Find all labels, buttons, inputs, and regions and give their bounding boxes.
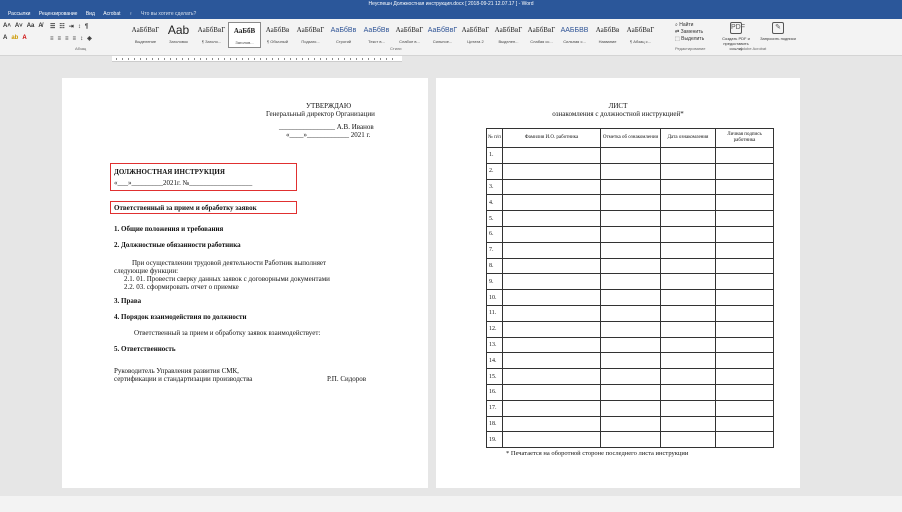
- table-cell: [601, 432, 661, 448]
- table-cell: [716, 274, 774, 290]
- ruler-tick: [374, 58, 375, 60]
- footer-line-2: сертификации и стандартизации производства: [114, 375, 253, 383]
- table-cell: [661, 274, 716, 290]
- window-title: Неуспешн Должностная инструкция.docx [ 2018-09-21 12.07.17 ] - Word: [368, 1, 534, 7]
- table-cell: [661, 242, 716, 258]
- table-row: [487, 400, 774, 416]
- style-item[interactable]: [195, 22, 228, 48]
- table-row: [487, 337, 774, 353]
- numbering-icon[interactable]: ☷: [59, 24, 65, 30]
- ruler-tick: [200, 58, 201, 60]
- replace-label: Заменить: [680, 29, 704, 35]
- style-name: Слабая сс...: [530, 39, 553, 44]
- section-1: 1. Общие положения и требования: [114, 225, 224, 233]
- style-preview: АаБбВвГ: [527, 26, 556, 34]
- style-preview: АаБбВвГ: [427, 27, 458, 34]
- ruler-tick: [230, 58, 231, 60]
- table-cell: [661, 148, 716, 164]
- tell-me-label: Что вы хотите сделать?: [141, 11, 197, 17]
- table-row: [487, 353, 774, 369]
- select-button[interactable]: [675, 36, 704, 43]
- align-right-icon[interactable]: ≡: [65, 36, 69, 42]
- menu-mailings[interactable]: Рассылки: [8, 11, 31, 17]
- style-name: Сильная с...: [563, 39, 586, 44]
- ruler-tick: [134, 58, 135, 60]
- table-row: [487, 148, 774, 164]
- sheet-title: ЛИСТ: [608, 102, 628, 110]
- table-cell: [503, 400, 601, 416]
- style-preview: АаБбВвГ: [395, 26, 424, 34]
- table-row: [487, 163, 774, 179]
- table-cell: [716, 400, 774, 416]
- table-cell: [503, 258, 601, 274]
- table-cell: [601, 290, 661, 306]
- table-cell: [661, 337, 716, 353]
- shading-icon[interactable]: ◈: [87, 36, 92, 42]
- indent-icon[interactable]: ⇥: [68, 24, 74, 30]
- ruler-tick: [332, 58, 333, 60]
- group-label-paragraph: Абзац: [75, 46, 87, 51]
- search-icon: ⌕: [675, 22, 678, 28]
- request-signatures-label: Запросить подписи: [760, 36, 796, 41]
- row-number: 9.: [487, 274, 503, 290]
- row-number: 17.: [487, 400, 503, 416]
- row-number: 8.: [487, 258, 503, 274]
- table-cell: [716, 258, 774, 274]
- header-name: Фамилия И.О. работника: [503, 129, 601, 148]
- sheet-footnote: * Печатается на оборотной стороне последнего листа инструкции: [506, 450, 689, 457]
- style-name: Название: [598, 39, 617, 44]
- style-preview: АаБбВ: [233, 27, 256, 35]
- style-item[interactable]: [624, 22, 657, 48]
- ruler-tick: [176, 58, 177, 60]
- style-item[interactable]: [459, 22, 492, 48]
- style-item[interactable]: [393, 22, 426, 48]
- line-spacing-icon[interactable]: ↕: [80, 36, 84, 42]
- sheet-subtitle: ознакомления с должностной инструкцией*: [552, 110, 684, 118]
- ruler-tick: [248, 58, 249, 60]
- table-row: [487, 226, 774, 242]
- table-cell: [661, 400, 716, 416]
- style-item[interactable]: [228, 22, 261, 48]
- style-item[interactable]: [591, 22, 624, 48]
- style-item[interactable]: [129, 22, 162, 48]
- style-preview: ААББВВ: [560, 27, 589, 34]
- ruler-tick: [296, 58, 297, 60]
- ruler-tick: [284, 58, 285, 60]
- ruler-tick: [272, 58, 273, 60]
- table-cell: [716, 211, 774, 227]
- menu-view[interactable]: Вид: [85, 11, 95, 17]
- style-item[interactable]: [261, 22, 294, 48]
- font-shrink-icon[interactable]: A˅: [14, 23, 23, 29]
- table-cell: [601, 163, 661, 179]
- table-cell: [716, 148, 774, 164]
- ruler-tick: [350, 58, 351, 60]
- table-cell: [601, 400, 661, 416]
- ruler-tick: [356, 58, 357, 60]
- row-number: 6.: [487, 226, 503, 242]
- ruler-tick: [290, 58, 291, 60]
- menu-review[interactable]: Рецензирование: [38, 11, 78, 17]
- table-row: [487, 290, 774, 306]
- table-cell: [601, 148, 661, 164]
- style-item[interactable]: [558, 22, 591, 48]
- style-name: ¶ Обычный: [267, 39, 288, 44]
- styles-gallery: [129, 22, 657, 48]
- ruler-tick: [158, 58, 159, 60]
- table-row: [487, 416, 774, 432]
- table-row: [487, 211, 774, 227]
- table-cell: [716, 179, 774, 195]
- style-preview: АаБбВвГ: [494, 26, 523, 34]
- style-name: Сильное...: [432, 39, 453, 44]
- duty-item-1: 2.1. 01. Провести сверку данных заявок с договорными документами: [124, 275, 330, 283]
- ruler-tick: [392, 58, 393, 60]
- ruler-tick: [182, 58, 183, 60]
- table-cell: [503, 179, 601, 195]
- ruler-tick: [344, 58, 345, 60]
- table-cell: [716, 337, 774, 353]
- table-cell: [601, 384, 661, 400]
- request-signatures-button[interactable]: [760, 22, 796, 41]
- font-color-controls: [3, 35, 31, 41]
- ruler-tick: [326, 58, 327, 60]
- ruler-tick: [260, 58, 261, 60]
- style-name: Выделен...: [498, 39, 519, 44]
- align-left-icon[interactable]: ≡: [50, 36, 54, 42]
- ruler-tick: [122, 58, 123, 60]
- acknowledgement-table: [486, 128, 774, 448]
- paragraph-controls: [50, 23, 92, 30]
- lightbulb-icon: ♀: [128, 11, 133, 17]
- page-acknowledgement-sheet: [436, 78, 800, 488]
- align-controls: [50, 35, 96, 42]
- table-row: [487, 179, 774, 195]
- table-cell: [601, 337, 661, 353]
- replace-button[interactable]: [675, 29, 704, 36]
- duties-intro: При осуществлении трудовой деятельности Работник выполняет: [132, 259, 327, 267]
- style-preview: АаБбВвГ: [461, 26, 490, 34]
- table-cell: [716, 369, 774, 385]
- table-row: [487, 258, 774, 274]
- ruler-tick: [188, 58, 189, 60]
- style-preview: Aab: [167, 23, 190, 37]
- row-number: 11.: [487, 305, 503, 321]
- table-cell: [661, 384, 716, 400]
- row-number: 3.: [487, 179, 503, 195]
- table-cell: [503, 321, 601, 337]
- table-cell: [503, 195, 601, 211]
- page-job-description: [62, 78, 428, 488]
- ruler-tick: [206, 58, 207, 60]
- ruler-tick: [116, 58, 117, 60]
- style-preview: АаБбВвГ: [296, 26, 325, 34]
- director-line: Генеральный директор Организации: [266, 110, 375, 118]
- table-cell: [503, 290, 601, 306]
- director-signature: ________________ А.В. Иванов: [279, 123, 374, 131]
- bullets-icon[interactable]: ☰: [50, 24, 56, 30]
- table-cell: [601, 242, 661, 258]
- style-name: Заголов...: [235, 40, 254, 45]
- table-cell: [661, 163, 716, 179]
- pdf-icon: PDF: [730, 22, 742, 34]
- ruler-tick: [146, 58, 147, 60]
- style-item[interactable]: [360, 22, 393, 48]
- style-item[interactable]: [327, 22, 360, 48]
- align-center-icon[interactable]: ≡: [57, 36, 62, 42]
- signature-icon: ✎: [772, 22, 784, 34]
- table-cell: [503, 416, 601, 432]
- ruler-tick: [170, 58, 171, 60]
- ribbon: [0, 19, 902, 56]
- section-5: 5. Ответственность: [114, 345, 176, 353]
- highlight-icon[interactable]: ab: [11, 35, 19, 41]
- ruler-tick: [314, 58, 315, 60]
- text-effects-icon[interactable]: A: [3, 35, 8, 41]
- replace-icon: ⇄: [675, 29, 680, 35]
- ruler-tick: [278, 58, 279, 60]
- table-row: [487, 305, 774, 321]
- table-cell: [661, 321, 716, 337]
- style-name: ¶ Абзац с...: [630, 39, 651, 44]
- table-cell: [503, 337, 601, 353]
- ruler-tick: [128, 58, 129, 60]
- table-row: [487, 321, 774, 337]
- ruler-tick: [224, 58, 225, 60]
- ruler-tick: [254, 58, 255, 60]
- style-preview: АаБбВвГ: [197, 26, 226, 34]
- table-cell: [503, 163, 601, 179]
- table-cell: [601, 321, 661, 337]
- table-cell: [503, 369, 601, 385]
- table-cell: [503, 384, 601, 400]
- row-number: 1.: [487, 148, 503, 164]
- style-preview: АаБбВвГ: [131, 26, 160, 34]
- table-cell: [601, 211, 661, 227]
- ruler-tick: [386, 58, 387, 60]
- table-cell: [716, 321, 774, 337]
- header-mark: Отметка об ознакомлении: [601, 129, 661, 148]
- find-label: Найти: [679, 22, 694, 28]
- header-date: Дата ознакомления: [661, 129, 716, 148]
- title-bar: [0, 0, 902, 9]
- style-item[interactable]: [162, 22, 195, 48]
- sort-icon[interactable]: ↕: [77, 24, 81, 30]
- select-icon: ⬚: [675, 36, 680, 42]
- style-name: Слабое в...: [399, 39, 420, 44]
- font-color-icon[interactable]: A: [22, 35, 27, 41]
- table-cell: [601, 305, 661, 321]
- ruler-tick: [236, 58, 237, 60]
- section-2: 2. Должностные обязанности работника: [114, 241, 241, 249]
- table-cell: [661, 416, 716, 432]
- table-cell: [503, 226, 601, 242]
- horizontal-ruler[interactable]: [112, 56, 402, 62]
- style-preview: АаБбВв: [595, 26, 620, 34]
- ruler-tick: [308, 58, 309, 60]
- table-cell: [503, 305, 601, 321]
- table-row: [487, 384, 774, 400]
- table-cell: [716, 416, 774, 432]
- style-item[interactable]: [426, 22, 459, 48]
- table-cell: [601, 179, 661, 195]
- row-number: 5.: [487, 211, 503, 227]
- font-controls: [3, 23, 47, 29]
- table-cell: [601, 369, 661, 385]
- table-cell: [601, 195, 661, 211]
- ruler-tick: [320, 58, 321, 60]
- font-grow-icon[interactable]: A˄: [3, 23, 11, 29]
- table-cell: [716, 290, 774, 306]
- approve-heading: УТВЕРЖДАЮ: [306, 102, 352, 110]
- style-preview: АаБбВв: [363, 27, 390, 34]
- style-preview: АаБбВвГ: [626, 26, 655, 34]
- table-cell: [503, 242, 601, 258]
- table-cell: [716, 163, 774, 179]
- ruler-tick: [140, 58, 141, 60]
- table-cell: [601, 274, 661, 290]
- menu-bar: [0, 9, 902, 19]
- document-number: «___»_________2021г. №__________________: [114, 179, 253, 187]
- table-cell: [661, 258, 716, 274]
- table-cell: [716, 305, 774, 321]
- table-row: [487, 274, 774, 290]
- table-cell: [601, 258, 661, 274]
- editing-group: [675, 22, 704, 43]
- ruler-tick: [368, 58, 369, 60]
- duties-intro-2: следующие функции:: [114, 267, 179, 275]
- clear-format-icon[interactable]: A̸: [38, 23, 43, 29]
- row-number: 16.: [487, 384, 503, 400]
- ruler-tick: [380, 58, 381, 60]
- table-cell: [661, 305, 716, 321]
- find-button[interactable]: [675, 22, 704, 29]
- row-number: 18.: [487, 416, 503, 432]
- table-cell: [661, 195, 716, 211]
- row-number: 13.: [487, 337, 503, 353]
- table-header-row: [487, 129, 774, 148]
- row-number: 2.: [487, 163, 503, 179]
- status-bar: [0, 496, 902, 512]
- duty-item-2: 2.2. 03. сформировать отчет о приемке: [124, 283, 239, 291]
- header-signature: Личная подпись работника: [716, 129, 774, 148]
- pilcrow-icon[interactable]: ¶: [84, 24, 89, 30]
- table-cell: [503, 432, 601, 448]
- style-name: ¶ Заголо...: [201, 39, 222, 44]
- row-number: 12.: [487, 321, 503, 337]
- select-label: Выделить: [681, 36, 705, 42]
- group-label-acrobat: Adobe Acrobat: [740, 46, 767, 51]
- ruler-tick: [212, 58, 213, 60]
- ruler-tick: [338, 58, 339, 60]
- ruler-tick: [242, 58, 243, 60]
- table-cell: [661, 369, 716, 385]
- table-cell: [661, 211, 716, 227]
- style-name: Текст в...: [368, 39, 385, 44]
- change-case-icon[interactable]: Aa: [26, 23, 35, 29]
- ruler-tick: [194, 58, 195, 60]
- table-row: [487, 195, 774, 211]
- table-cell: [661, 290, 716, 306]
- footer-name: Р.П. Сидоров: [327, 375, 367, 383]
- style-item[interactable]: [294, 22, 327, 48]
- table-row: [487, 369, 774, 385]
- table-cell: [716, 226, 774, 242]
- row-number: 15.: [487, 369, 503, 385]
- ruler-tick: [164, 58, 165, 60]
- style-name: Подзаго...: [301, 39, 320, 44]
- row-number: 7.: [487, 242, 503, 258]
- row-number: 4.: [487, 195, 503, 211]
- table-cell: [601, 353, 661, 369]
- style-name: Строгий: [335, 39, 352, 44]
- row-number: 19.: [487, 432, 503, 448]
- table-cell: [503, 274, 601, 290]
- menu-acrobat[interactable]: Acrobat: [103, 11, 121, 17]
- tell-me-search[interactable]: [129, 9, 203, 19]
- position-title: Ответственный за прием и обработку заявок: [114, 204, 257, 212]
- style-item[interactable]: [525, 22, 558, 48]
- table-cell: [716, 195, 774, 211]
- create-pdf-label: Создать PDF и предоставить ссылку: [722, 36, 750, 51]
- table-cell: [661, 179, 716, 195]
- document-title: ДОЛЖНОСТНАЯ ИНСТРУКЦИЯ: [114, 168, 225, 176]
- footer-line-1: Руководитель Управления развития СМК,: [114, 367, 239, 375]
- table-cell: [503, 148, 601, 164]
- header-number: № п/п: [487, 129, 503, 148]
- style-item[interactable]: [492, 22, 525, 48]
- table-cell: [661, 432, 716, 448]
- table-cell: [716, 432, 774, 448]
- section-3: 3. Права: [114, 297, 142, 305]
- table-row: [487, 242, 774, 258]
- ruler-tick: [302, 58, 303, 60]
- style-name: Выделение: [134, 39, 157, 44]
- table-cell: [661, 353, 716, 369]
- table-cell: [503, 353, 601, 369]
- justify-icon[interactable]: ≡: [72, 36, 77, 42]
- ruler-tick: [218, 58, 219, 60]
- table-cell: [716, 384, 774, 400]
- table-cell: [716, 242, 774, 258]
- ruler-tick: [152, 58, 153, 60]
- style-preview: АаБбВв: [330, 27, 357, 34]
- table-cell: [716, 353, 774, 369]
- table-cell: [601, 226, 661, 242]
- table-cell: [661, 226, 716, 242]
- approve-date: «____»____________ 2021 г.: [286, 131, 371, 139]
- table-cell: [601, 416, 661, 432]
- section-4: 4. Порядок взаимодействия по должности: [114, 313, 247, 321]
- row-number: 14.: [487, 353, 503, 369]
- ruler-tick: [362, 58, 363, 60]
- group-label-editing: Редактирование: [675, 46, 706, 51]
- table-row: [487, 432, 774, 448]
- table-cell: [503, 211, 601, 227]
- ruler-tick: [266, 58, 267, 60]
- style-name: Цитата 2: [467, 39, 484, 44]
- group-label-styles: Стили: [390, 46, 402, 51]
- interaction-text: Ответственный за прием и обработку заявок взаимодействует:: [134, 329, 321, 337]
- style-name: Заголовок: [169, 39, 188, 44]
- row-number: 10.: [487, 290, 503, 306]
- style-preview: АаБбВв: [265, 26, 290, 34]
